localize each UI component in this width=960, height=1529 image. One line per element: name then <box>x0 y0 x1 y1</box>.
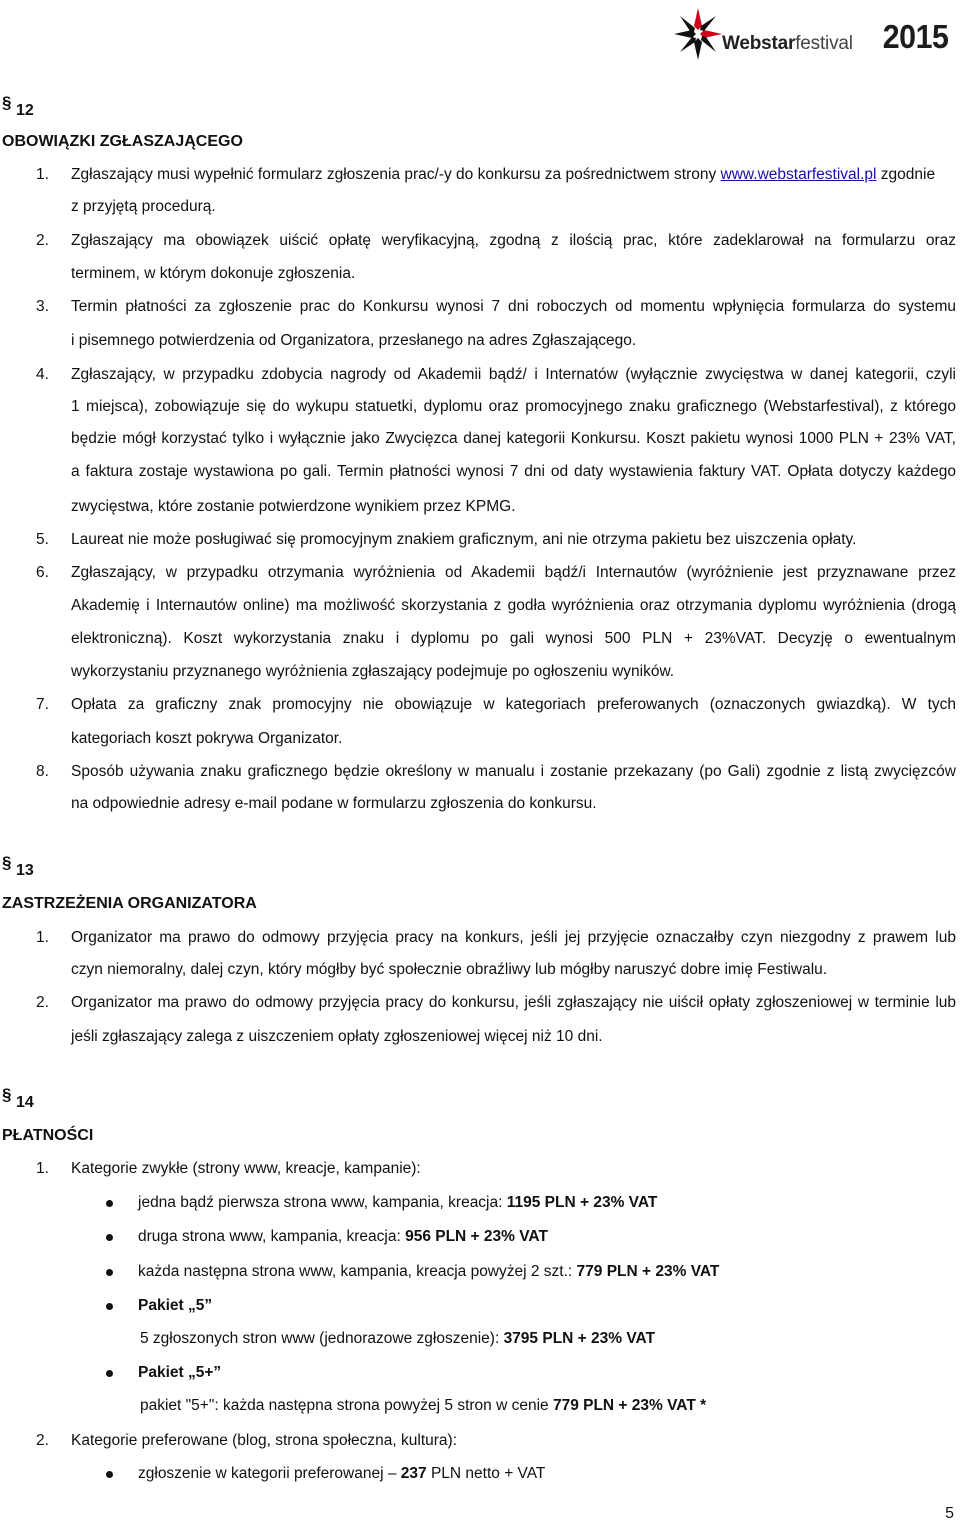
list-item-text: zwycięstwa, które zostanie potwierdzone wynikiem przez KPMG. <box>71 498 516 515</box>
bullet-icon <box>106 1370 113 1377</box>
list-item-text: będzie mógł korzystać tylko i wyłącznie jako Zwycięzca danej kategorii Konkursu. Koszt pakietu wynosi 1000 PLN + 23% VAT, <box>71 430 956 447</box>
star-logo-icon <box>668 4 728 64</box>
item-number: 1. <box>36 166 49 183</box>
package-desc: pakiet "5+": każda następna strona powyżej 5 stron w cenie 779 PLN + 23% VAT * <box>140 1397 707 1414</box>
list-item-text: wykorzystaniu przyznanego wyróżnienia zgłaszający podejmuje po ogłoszeniu wyników. <box>71 663 675 680</box>
list-item-text: Zgłaszający, w przypadku otrzymania wyróżnienia od Akademii bądź/i Internautów (wyróżnienie jest przyznawane przez <box>71 564 956 581</box>
page-header <box>0 0 960 70</box>
price-item: druga strona www, kampania, kreacja: 956 PLN + 23% VAT <box>138 1228 548 1245</box>
item-number: 3. <box>36 298 49 315</box>
list-item-text: jeśli zgłaszający zalega z uiszczeniem opłaty zgłoszeniowej więcej niż 10 dni. <box>71 1028 603 1045</box>
list-item-text: Akademię i Internautów online) ma możliwość skorzystania z godła wyróżnienia oraz otrzymania dyplomu wyróżnienia (drogą <box>71 597 956 614</box>
list-item-text: elektroniczną). Koszt wykorzystania znaku i dyplomu po gali wynosi 500 PLN + 23%VAT. Decyzję o ewentualnym <box>71 630 956 647</box>
page-number: 5 <box>945 1505 954 1522</box>
list-item-text: Kategorie preferowane (blog, strona społeczna, kultura): <box>71 1432 457 1449</box>
section-sign: § <box>2 93 12 112</box>
year-label: 2015 <box>882 18 948 55</box>
section-title: OBOWIĄZKI ZGŁASZAJĄCEGO <box>2 133 243 150</box>
website-link[interactable]: www.webstarfestival.pl <box>720 166 877 183</box>
section-number: 13 <box>16 862 34 879</box>
price-item: każda następna strona www, kampania, kreacja powyżej 2 szt.: 779 PLN + 23% VAT <box>138 1263 720 1280</box>
list-item-text: Kategorie zwykłe (strony www, kreacje, kampanie): <box>71 1160 421 1177</box>
list-item-text: a faktura zostaje wystawiona po gali. Termin płatności wynosi 7 dni od daty wystawienia faktury VAT. Opłata dotyczy każdego <box>71 463 956 480</box>
list-item-text: Laureat nie może posługiwać się promocyjnym znakiem graficznym, ani nie otrzyma pakietu bez uiszczenia opłaty. <box>71 531 857 548</box>
list-item-text: z przyjętą procedurą. <box>71 198 216 215</box>
price-item: zgłoszenie w kategorii preferowanej – 237 PLN netto + VAT <box>138 1465 546 1482</box>
list-item-text: czyn niemoralny, dalej czyn, który mógłby być społecznie obraźliwy lub mógłby naruszyć dobre imię Festiwalu. <box>71 961 828 978</box>
list-item-text: Zgłaszający ma obowiązek uiścić opłatę weryfikacyjną, zgodną z ilością prac, które zadeklarował na formularzu oraz <box>71 232 956 249</box>
item-number: 2. <box>36 1432 49 1449</box>
item-number: 4. <box>36 366 49 383</box>
list-item-text: terminem, w którym dokonuje zgłoszenia. <box>71 265 356 282</box>
logo-wordmark: Webstarfestival <box>722 33 853 54</box>
item-number: 5. <box>36 531 49 548</box>
item-number: 2. <box>36 994 49 1011</box>
list-item-text: Zgłaszający musi wypełnić formularz zgłoszenia prac/-y do konkursu za pośrednictwem strony www.webstarfestival.pl zgodnie <box>71 166 936 183</box>
item-number: 7. <box>36 696 49 713</box>
list-item-text: i pisemnego potwierdzenia od Organizatora, przesłanego na adres Zgłaszającego. <box>71 332 637 349</box>
section-title: ZASTRZEŻENIA ORGANIZATORA <box>2 895 257 912</box>
section-title: PŁATNOŚCI <box>2 1127 94 1144</box>
list-item-text: Sposób używania znaku graficznego będzie określony w manualu i zostanie przekazany (po Gali) zgodnie z listą zwycięzców <box>71 763 956 780</box>
bullet-icon <box>106 1303 113 1310</box>
item-number: 8. <box>36 763 49 780</box>
package-title: Pakiet „5+” <box>138 1364 222 1381</box>
package-desc: 5 zgłoszonych stron www (jednorazowe zgłoszenie): 3795 PLN + 23% VAT <box>140 1330 656 1347</box>
package-title: Pakiet „5” <box>138 1297 213 1314</box>
list-item-text: Termin płatności za zgłoszenie prac do Konkursu wynosi 7 dni roboczych od momentu wpłynięcia formularza do systemu <box>71 298 956 315</box>
bullet-icon <box>106 1234 113 1241</box>
section-number: 12 <box>16 102 34 119</box>
bullet-icon <box>106 1471 113 1478</box>
item-number: 1. <box>36 1160 49 1177</box>
list-item-text: Zgłaszający, w przypadku zdobycia nagrody od Akademii bądź/ i Internatów (wyłącznie zwycięstwa w danej kategorii, czyli <box>71 366 956 383</box>
item-number: 2. <box>36 232 49 249</box>
list-item-text: Organizator ma prawo do odmowy przyjęcia pracy do konkursu, jeśli zgłaszający nie uiścił opłaty zgłoszeniowej w terminie lub <box>71 994 956 1011</box>
webstarfestival-logo <box>660 4 860 64</box>
price-item: jedna bądź pierwsza strona www, kampania, kreacja: 1195 PLN + 23% VAT <box>138 1194 658 1211</box>
section-sign: § <box>2 853 12 872</box>
section-number: 14 <box>16 1094 34 1111</box>
item-number: 1. <box>36 929 49 946</box>
list-item-text: kategoriach koszt pokrywa Organizator. <box>71 730 343 747</box>
list-item-text: Organizator ma prawo do odmowy przyjęcia pracy na konkurs, jeśli jej przyjęcie oznaczałby czyn niezgodny z prawem lub <box>71 929 956 946</box>
list-item-text: na odpowiednie adresy e-mail podane w formularzu zgłoszenia do konkursu. <box>71 795 597 812</box>
bullet-icon <box>106 1269 113 1276</box>
list-item-text: Opłata za graficzny znak promocyjny nie obowiązuje w kategoriach preferowanych (oznaczonych gwiazdką). W tych <box>71 696 956 713</box>
list-item-text: 1 miejsca), zobowiązuje się do wykupu statuetki, dyplomu oraz promocyjnego znaku graficznego (Webstarfestival), z którego <box>71 398 956 415</box>
item-number: 6. <box>36 564 49 581</box>
section-sign: § <box>2 1085 12 1104</box>
bullet-icon <box>106 1200 113 1207</box>
